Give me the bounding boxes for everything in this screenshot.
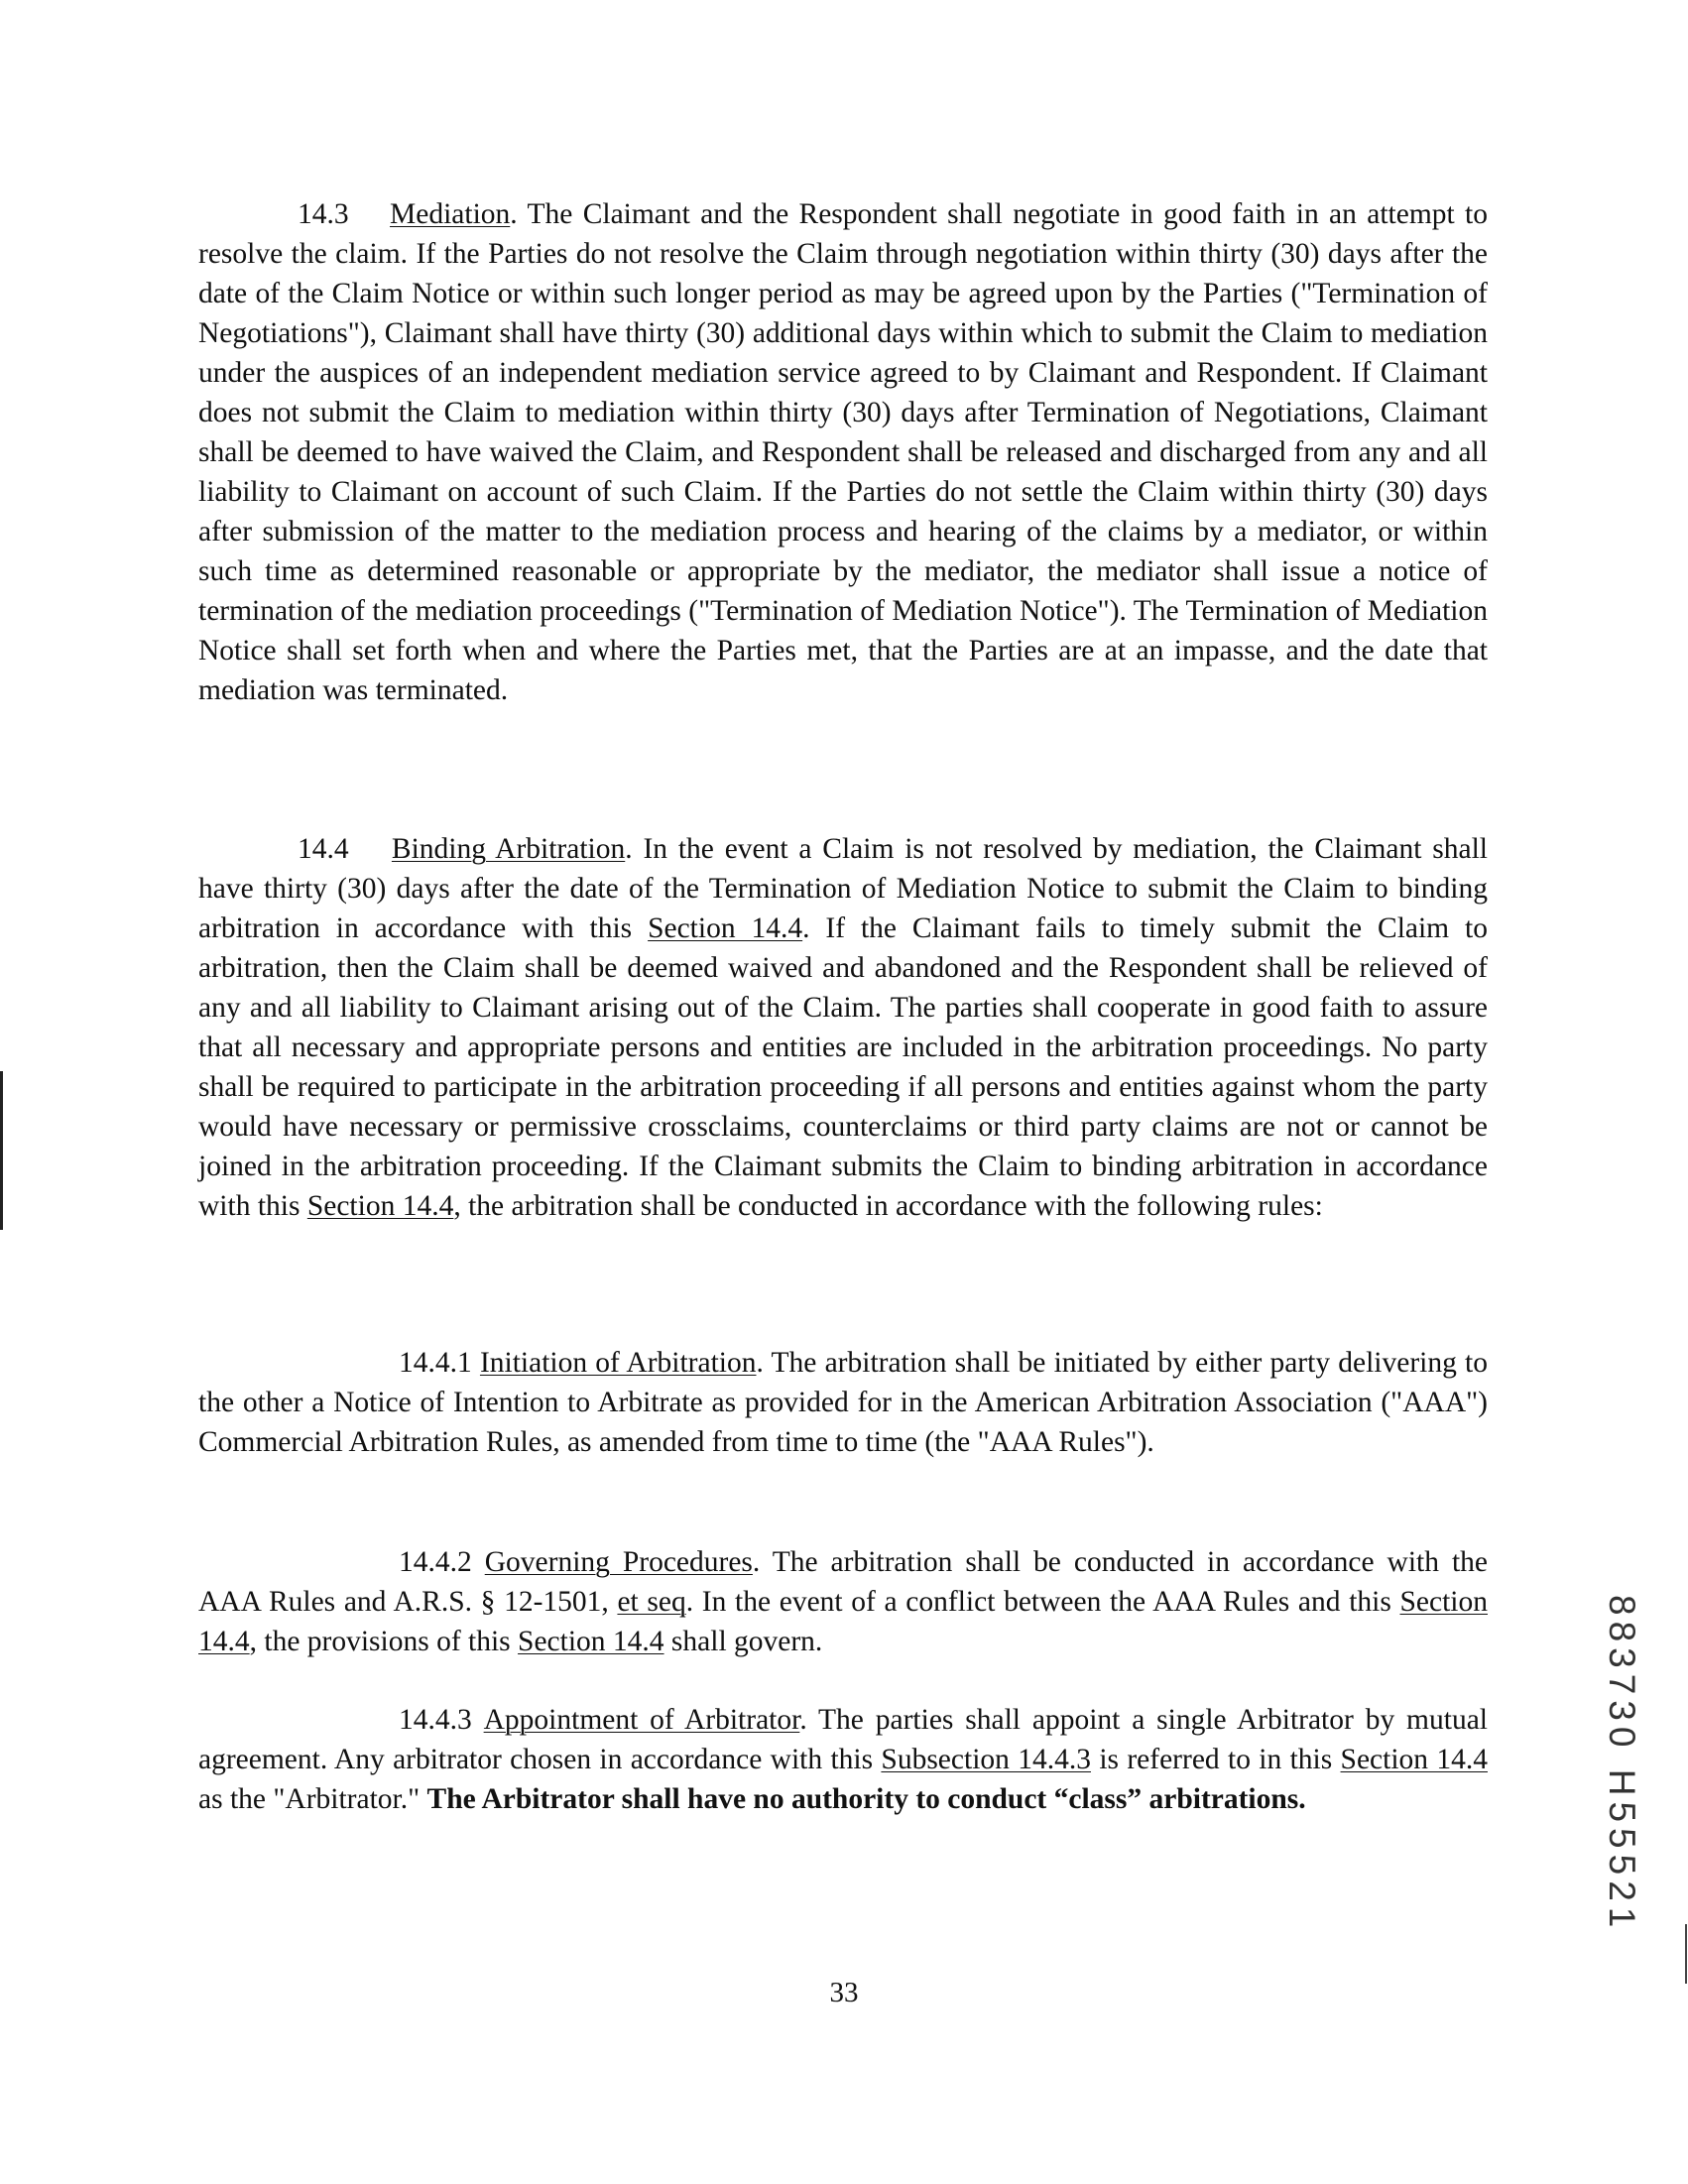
section-reference: Section 14.4 <box>648 912 803 944</box>
section-reference: Section 14.4 <box>306 1190 454 1222</box>
section-text: . The arbitration shall be conducted in accordance with the AAA Rules and A.R.S. § 12-1501, <box>198 1546 1489 1618</box>
section-text: , the provisions of this <box>249 1626 519 1657</box>
section-number: 14.4.1 <box>399 1347 472 1379</box>
section-14-4 <box>198 829 1488 1226</box>
section-text: is referred to in this <box>1090 1744 1341 1775</box>
section-number: 14.4.3 <box>399 1704 472 1736</box>
section-text: as the "Arbitrator." <box>198 1783 427 1815</box>
section-body: . The arbitration shall be initiated by either party delivering to the other a Notice of Intention to Arbitrate as provided for in the American Arbitration Association ("AAA") Commercial Arbitration Rules, as amended from time to time (the "AAA Rules"). <box>198 1347 1488 1458</box>
scan-edge-mark <box>1685 1924 1687 1984</box>
section-body: . The Claimant and the Respondent shall negotiate in good faith in an attempt to resolve the claim. If the Parties do not resolve the Claim through negotiation within thirty (30) days after the date of the Claim Notice or within such longer period as may be agreed upon by the Parties ("Termination of Negotiations"), Claimant shall have thirty (30) additional days within which to submit the Claim to mediation under the auspices of an independent mediation service agreed to by Claimant and Respondent. If Claimant does not submit the Claim to mediation within thirty (30) days after Termination of Negotiations, Claimant shall be deemed to have waived the Claim, and Respondent shall be released and discharged from any and all liability to Claimant on account of such Claim. If the Parties do not settle the Claim within thirty (30) days after submission of the matter to the mediation process and hearing of the claims by a mediator, or within such time as determined reasonable or appropriate by the mediator, the mediator shall issue a notice of termination of the mediation proceedings ("Termination of Mediation Notice"). The Termination of Mediation Notice shall set forth when and where the Parties met, that the Parties are at an impasse, and the date that mediation was terminated. <box>198 198 1489 706</box>
section-heading: Initiation of Arbitration <box>479 1347 757 1379</box>
section-heading: Mediation <box>390 198 511 230</box>
section-text: . The parties shall appoint a single Arbitrator by mutual agreement. Any arbitrator chosen in accordance with this <box>198 1704 1488 1775</box>
section-14-3 <box>198 194 1488 710</box>
section-reference: Section 14.4 <box>518 1626 664 1657</box>
section-text: . If the Claimant fails to timely submit the Claim to arbitration, then the Claim shall be deemed waived and abandoned and the Respondent shall be relieved of any and all liability to Claimant arising out of the Claim. The parties shall cooperate in good faith to assure that all necessary and appropriate persons and entities are included in the arbitration proceedings. No party shall be required to participate in the arbitration proceeding if all persons and entities against whom the party would have necessary or permissive crossclaims, counterclaims or third party claims are not or cannot be joined in the arbitration proceeding. If the Claimant submits the Claim to binding arbitration in accordance with this <box>198 912 1488 1222</box>
section-14-4-2 <box>198 1542 1488 1661</box>
section-reference: Subsection 14.4.3 <box>881 1744 1091 1775</box>
section-reference: Section 14.4 <box>1340 1744 1488 1775</box>
section-text: . In the event of a conflict between the AAA Rules and this <box>685 1586 1400 1618</box>
section-heading: Governing Procedures <box>484 1546 753 1578</box>
section-text: . In the event a Claim is not resolved by mediation, the Claimant shall have thirty (30) days after the date of the Termination of Mediation Notice to submit the Claim to binding arbitration in accordance with this <box>198 833 1489 944</box>
section-number: 14.3 <box>298 198 349 230</box>
section-heading: Appointment of Arbitrator <box>483 1704 800 1736</box>
section-text: , the arbitration shall be conducted in accordance with the following rules: <box>453 1190 1323 1222</box>
section-heading: Binding Arbitration <box>391 833 626 865</box>
et-seq: et seq <box>617 1586 686 1618</box>
scan-edge-mark <box>0 1071 3 1230</box>
section-reference: Section 14.4 <box>198 1586 1488 1657</box>
section-14-4-3 <box>198 1700 1488 1819</box>
section-text: shall govern. <box>663 1626 823 1657</box>
section-14-4-1 <box>198 1343 1488 1462</box>
bates-number: 883730 H55521 <box>1602 1595 1642 1934</box>
bold-statement: The Arbitrator shall have no authority to conduct “class” arbitrations. <box>426 1783 1306 1815</box>
page-number: 33 <box>829 1977 859 2008</box>
section-number: 14.4.2 <box>399 1546 472 1578</box>
section-number: 14.4 <box>298 833 349 865</box>
